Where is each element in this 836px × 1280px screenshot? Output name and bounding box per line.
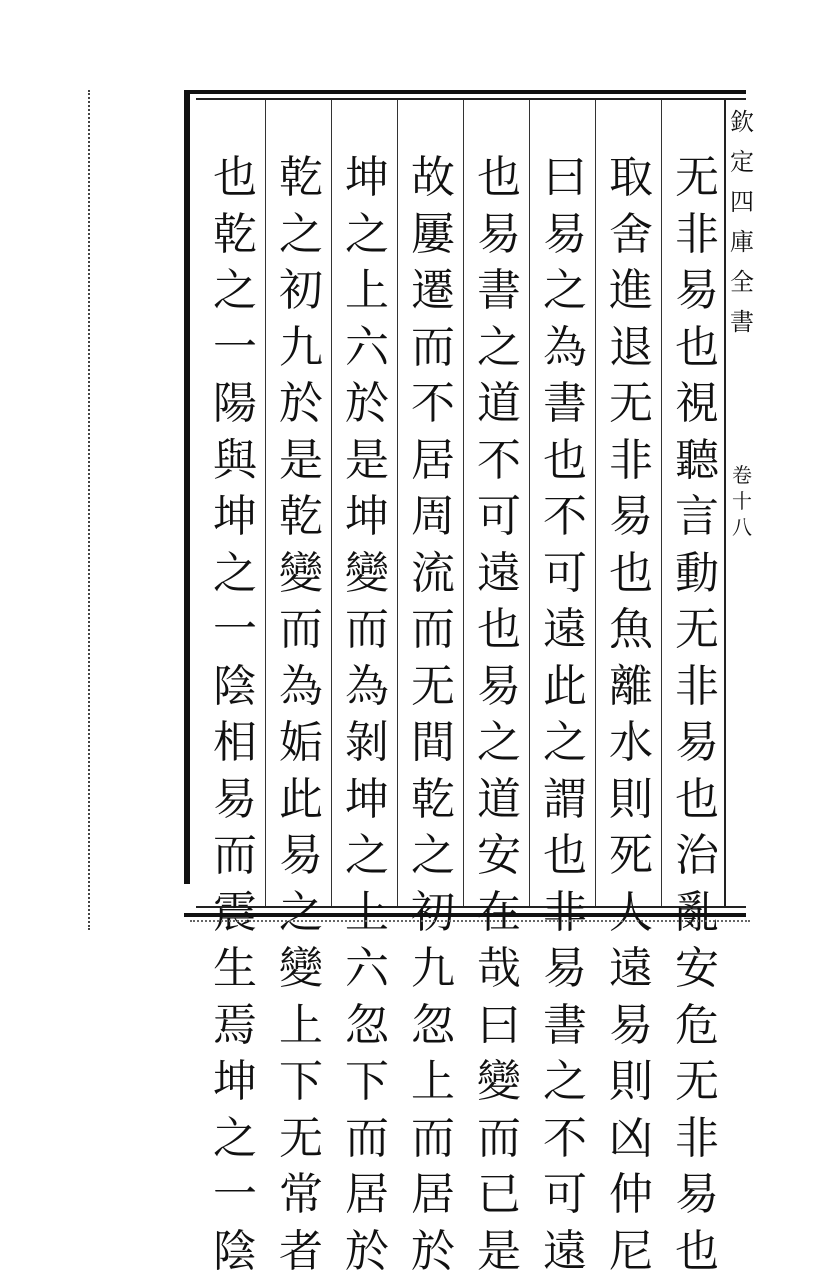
character: 易 bbox=[675, 263, 719, 320]
character: 易 bbox=[477, 659, 521, 716]
character: 易 bbox=[543, 941, 587, 998]
character: 也 bbox=[477, 602, 521, 659]
character: 之 bbox=[345, 828, 389, 885]
character: 全 bbox=[730, 262, 754, 302]
character: 可 bbox=[477, 489, 521, 546]
character: 无 bbox=[279, 1111, 323, 1168]
character: 變 bbox=[279, 941, 323, 998]
column-divider bbox=[661, 100, 662, 906]
character: 仲 bbox=[609, 1167, 653, 1224]
character: 不 bbox=[543, 1111, 587, 1168]
character: 乾 bbox=[279, 489, 323, 546]
bottom-edge-speckle bbox=[190, 920, 750, 928]
character: 謂 bbox=[543, 772, 587, 829]
character: 剝 bbox=[345, 715, 389, 772]
text-column-5 bbox=[404, 150, 462, 910]
character: 易 bbox=[477, 207, 521, 264]
character: 上 bbox=[345, 263, 389, 320]
character: 姤 bbox=[279, 715, 323, 772]
character: 舍 bbox=[609, 207, 653, 264]
character: 於 bbox=[345, 376, 389, 433]
character: 也 bbox=[477, 150, 521, 207]
character: 无 bbox=[411, 659, 455, 716]
character: 於 bbox=[345, 1224, 389, 1280]
character: 常 bbox=[279, 1167, 323, 1224]
character: 也 bbox=[609, 546, 653, 603]
character: 安 bbox=[477, 828, 521, 885]
character: 乾 bbox=[411, 772, 455, 829]
character: 焉 bbox=[213, 998, 257, 1055]
character: 於 bbox=[279, 376, 323, 433]
character: 非 bbox=[675, 207, 719, 264]
character: 坤 bbox=[345, 772, 389, 829]
character: 是 bbox=[279, 433, 323, 490]
character: 流 bbox=[411, 546, 455, 603]
text-column-3 bbox=[536, 150, 594, 910]
character: 遠 bbox=[477, 546, 521, 603]
character: 相 bbox=[213, 715, 257, 772]
character: 曰 bbox=[543, 150, 587, 207]
character: 為 bbox=[279, 659, 323, 716]
character: 間 bbox=[411, 715, 455, 772]
character: 取 bbox=[609, 150, 653, 207]
character: 變 bbox=[279, 546, 323, 603]
character: 於 bbox=[411, 1224, 455, 1280]
character: 一 bbox=[213, 602, 257, 659]
character: 易 bbox=[675, 715, 719, 772]
column-divider bbox=[397, 100, 398, 906]
character: 定 bbox=[730, 142, 754, 182]
character: 坤 bbox=[345, 489, 389, 546]
character: 易 bbox=[279, 828, 323, 885]
character: 九 bbox=[279, 320, 323, 377]
character: 不 bbox=[411, 376, 455, 433]
character: 之 bbox=[345, 207, 389, 264]
character: 遠 bbox=[543, 602, 587, 659]
character: 初 bbox=[279, 263, 323, 320]
character: 書 bbox=[730, 302, 754, 342]
character: 離 bbox=[609, 659, 653, 716]
character: 是 bbox=[345, 433, 389, 490]
character: 安 bbox=[675, 941, 719, 998]
character: 變 bbox=[345, 546, 389, 603]
character: 坤 bbox=[345, 150, 389, 207]
character: 變 bbox=[477, 1054, 521, 1111]
character: 則 bbox=[609, 772, 653, 829]
character: 書 bbox=[543, 998, 587, 1055]
character: 庫 bbox=[730, 222, 754, 262]
character: 下 bbox=[279, 1054, 323, 1111]
character: 遷 bbox=[411, 263, 455, 320]
character: 而 bbox=[279, 602, 323, 659]
character: 欽 bbox=[730, 102, 754, 142]
character: 陰 bbox=[213, 1224, 257, 1280]
character: 之 bbox=[279, 885, 323, 942]
margin-book-title bbox=[728, 102, 756, 342]
character: 不 bbox=[477, 433, 521, 490]
character: 而 bbox=[411, 1111, 455, 1168]
character: 卷 bbox=[732, 462, 752, 488]
character: 為 bbox=[345, 659, 389, 716]
character: 易 bbox=[609, 489, 653, 546]
character: 居 bbox=[345, 1167, 389, 1224]
character: 也 bbox=[675, 772, 719, 829]
character: 下 bbox=[345, 1054, 389, 1111]
character: 死 bbox=[609, 828, 653, 885]
character: 乾 bbox=[279, 150, 323, 207]
character: 水 bbox=[609, 715, 653, 772]
character: 非 bbox=[675, 1111, 719, 1168]
character: 坤 bbox=[213, 489, 257, 546]
frame-top-border bbox=[184, 90, 746, 94]
character: 生 bbox=[213, 941, 257, 998]
character: 書 bbox=[543, 376, 587, 433]
character: 居 bbox=[411, 433, 455, 490]
character: 非 bbox=[675, 659, 719, 716]
character: 危 bbox=[675, 998, 719, 1055]
character: 也 bbox=[543, 828, 587, 885]
character: 道 bbox=[477, 772, 521, 829]
character: 之 bbox=[279, 207, 323, 264]
character: 易 bbox=[609, 998, 653, 1055]
character: 言 bbox=[675, 489, 719, 546]
character: 者 bbox=[279, 1224, 323, 1280]
character: 而 bbox=[477, 1111, 521, 1168]
character: 上 bbox=[279, 998, 323, 1055]
character: 无 bbox=[675, 602, 719, 659]
character: 陽 bbox=[213, 376, 257, 433]
character: 十 bbox=[732, 488, 752, 514]
margin-volume-label bbox=[728, 462, 756, 540]
character: 亂 bbox=[675, 885, 719, 942]
character: 治 bbox=[675, 828, 719, 885]
text-column-4 bbox=[470, 150, 528, 910]
character: 之 bbox=[477, 320, 521, 377]
character: 九 bbox=[411, 941, 455, 998]
column-divider bbox=[331, 100, 332, 906]
character: 可 bbox=[543, 1167, 587, 1224]
character: 聽 bbox=[675, 433, 719, 490]
character: 退 bbox=[609, 320, 653, 377]
character: 非 bbox=[543, 885, 587, 942]
character: 上 bbox=[411, 1054, 455, 1111]
character: 忽 bbox=[345, 998, 389, 1055]
character: 也 bbox=[213, 150, 257, 207]
character: 也 bbox=[675, 320, 719, 377]
character: 此 bbox=[279, 772, 323, 829]
character: 六 bbox=[345, 941, 389, 998]
text-column-1 bbox=[668, 150, 726, 910]
character: 易 bbox=[675, 1167, 719, 1224]
character: 之 bbox=[543, 1054, 587, 1111]
column-divider bbox=[463, 100, 464, 906]
character: 一 bbox=[213, 320, 257, 377]
character: 已 bbox=[477, 1167, 521, 1224]
character: 非 bbox=[609, 433, 653, 490]
frame-top-inner-border bbox=[196, 98, 746, 100]
character: 无 bbox=[609, 376, 653, 433]
character: 而 bbox=[213, 828, 257, 885]
text-column-6 bbox=[338, 150, 396, 910]
character: 坤 bbox=[213, 1054, 257, 1111]
character: 進 bbox=[609, 263, 653, 320]
character: 之 bbox=[213, 263, 257, 320]
character: 一 bbox=[213, 1167, 257, 1224]
character: 與 bbox=[213, 433, 257, 490]
character: 之 bbox=[411, 828, 455, 885]
character: 八 bbox=[732, 514, 752, 540]
character: 陰 bbox=[213, 659, 257, 716]
character: 而 bbox=[411, 320, 455, 377]
frame-bottom-border bbox=[184, 913, 746, 917]
character: 忽 bbox=[411, 998, 455, 1055]
character: 之 bbox=[543, 263, 587, 320]
character: 居 bbox=[411, 1167, 455, 1224]
character: 屢 bbox=[411, 207, 455, 264]
character: 之 bbox=[477, 715, 521, 772]
character: 是 bbox=[477, 1224, 521, 1280]
character: 上 bbox=[345, 885, 389, 942]
character: 四 bbox=[730, 182, 754, 222]
character: 易 bbox=[543, 207, 587, 264]
text-column-2 bbox=[602, 150, 660, 910]
column-divider bbox=[265, 100, 266, 906]
character: 可 bbox=[543, 546, 587, 603]
character: 人 bbox=[609, 885, 653, 942]
frame-left-border bbox=[184, 92, 190, 884]
character: 則 bbox=[609, 1054, 653, 1111]
adjacent-page-edge bbox=[88, 90, 94, 930]
character: 道 bbox=[477, 376, 521, 433]
text-column-8 bbox=[206, 150, 264, 910]
character: 曰 bbox=[477, 998, 521, 1055]
character: 不 bbox=[543, 489, 587, 546]
character: 在 bbox=[477, 885, 521, 942]
character: 凶 bbox=[609, 1111, 653, 1168]
character: 為 bbox=[543, 320, 587, 377]
character: 視 bbox=[675, 376, 719, 433]
character: 也 bbox=[675, 1224, 719, 1280]
character: 書 bbox=[477, 263, 521, 320]
character: 无 bbox=[675, 1054, 719, 1111]
column-divider bbox=[529, 100, 530, 906]
character: 遠 bbox=[543, 1224, 587, 1280]
character: 六 bbox=[345, 320, 389, 377]
character: 故 bbox=[411, 150, 455, 207]
character: 之 bbox=[543, 715, 587, 772]
character: 周 bbox=[411, 489, 455, 546]
character: 而 bbox=[345, 1111, 389, 1168]
text-column-7 bbox=[272, 150, 330, 910]
character: 而 bbox=[345, 602, 389, 659]
character: 之 bbox=[213, 1111, 257, 1168]
character: 无 bbox=[675, 150, 719, 207]
character: 初 bbox=[411, 885, 455, 942]
character: 遠 bbox=[609, 941, 653, 998]
character: 此 bbox=[543, 659, 587, 716]
character: 魚 bbox=[609, 602, 653, 659]
character: 尼 bbox=[609, 1224, 653, 1280]
character: 動 bbox=[675, 546, 719, 603]
character: 之 bbox=[213, 546, 257, 603]
character: 哉 bbox=[477, 941, 521, 998]
character: 易 bbox=[213, 772, 257, 829]
column-divider bbox=[595, 100, 596, 906]
character: 也 bbox=[543, 433, 587, 490]
character: 乾 bbox=[213, 207, 257, 264]
character: 震 bbox=[213, 885, 257, 942]
character: 而 bbox=[411, 602, 455, 659]
